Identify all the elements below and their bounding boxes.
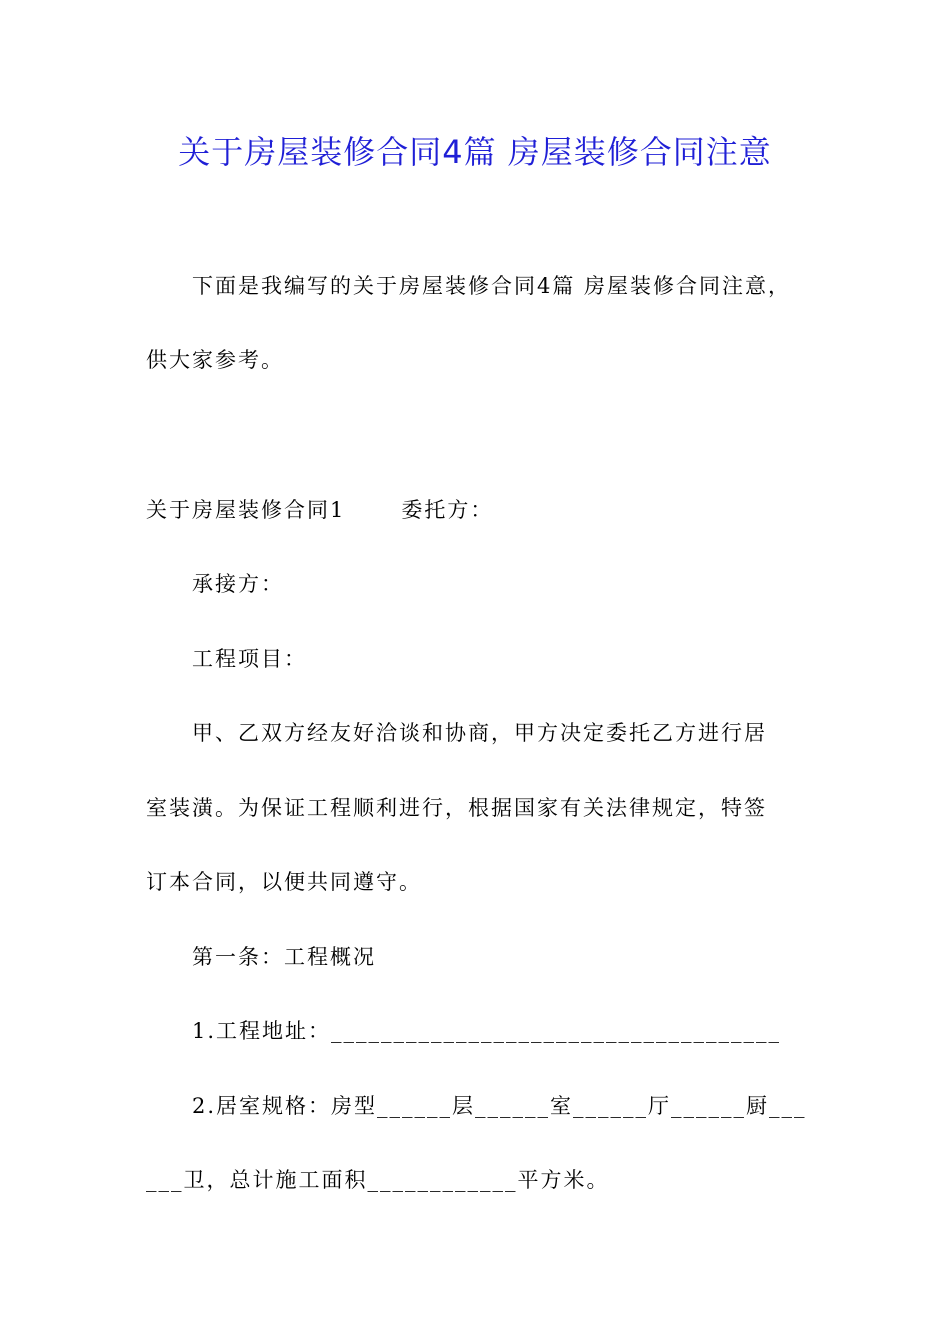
item-1-address: 1.工程地址：____________________________________ — [192, 1019, 782, 1043]
item-2-line-1: 2.居室规格：房型______层______室______厅______厨___ — [192, 1094, 807, 1118]
item-2-line-2: ___卫，总计施工面积____________平方米。 — [146, 1168, 610, 1192]
intro-line-1: 下面是我编写的关于房屋装修合同4篇 房屋装修合同注意， — [192, 274, 792, 298]
section-heading: 关于房屋装修合同1 — [146, 498, 346, 522]
section-heading-row — [146, 490, 493, 530]
document-title: 关于房屋装修合同4篇 房屋装修合同注意 — [178, 133, 772, 171]
paragraph-line-3: 订本合同，以便共同遵守。 — [146, 870, 422, 894]
article-1-heading: 第一条：工程概况 — [192, 945, 376, 969]
contractor-label: 承接方： — [192, 572, 284, 596]
paragraph-line-1: 甲、乙双方经友好洽谈和协商，甲方决定委托乙方进行居 — [192, 721, 767, 745]
intro-line-2: 供大家参考。 — [146, 348, 284, 372]
client-label: 委托方： — [401, 498, 494, 522]
paragraph-line-2: 室装潢。为保证工程顺利进行，根据国家有关法律规定，特签 — [146, 796, 767, 820]
project-label: 工程项目： — [192, 647, 307, 671]
